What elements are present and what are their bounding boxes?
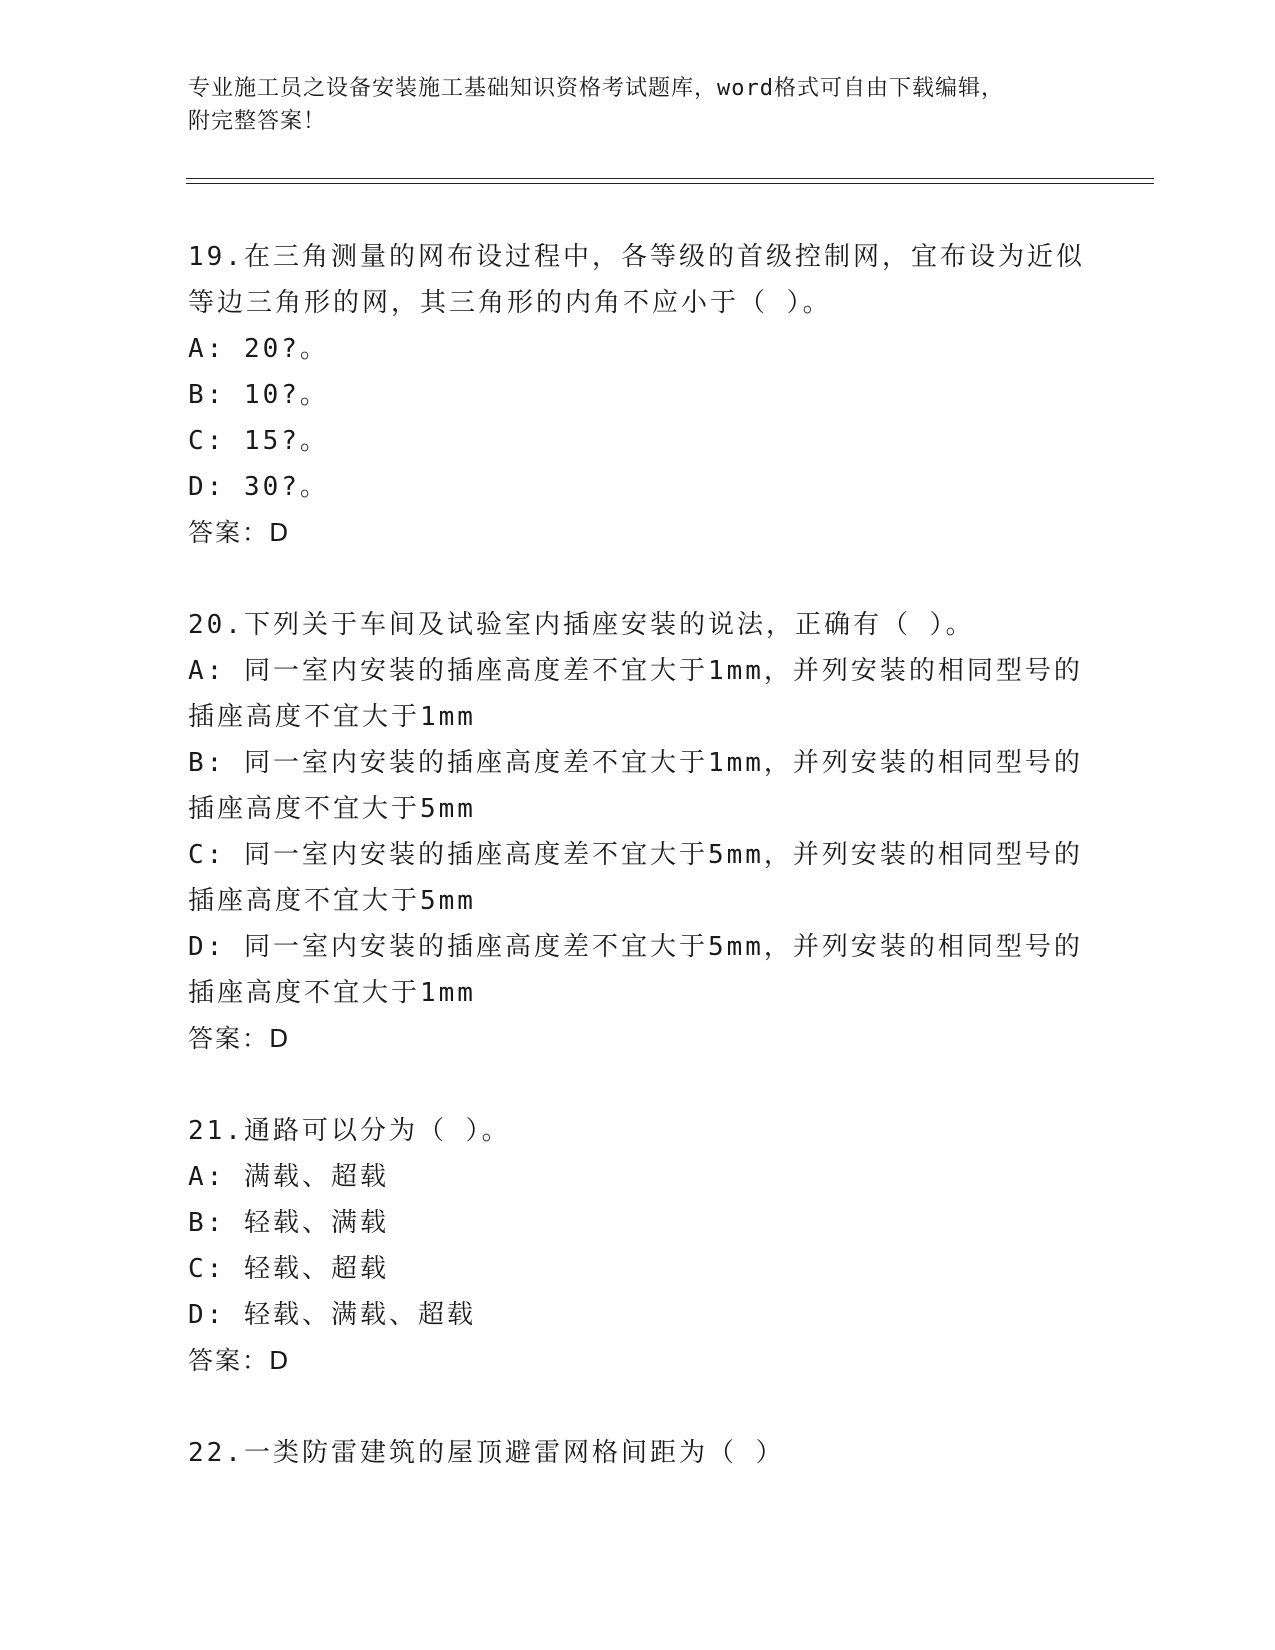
question-text: 20.下列关于车间及试验室内插座安装的说法，正确有（ ）。 <box>188 610 975 640</box>
option-a: A: 同一室内安装的插座高度差不宜大于1mm，并列安装的相同型号的 <box>188 656 1083 686</box>
question-21 <box>188 1108 1088 1384</box>
option-b: B: 10?。 <box>188 380 329 410</box>
option-a-cont: 插座高度不宜大于1mm <box>188 702 476 732</box>
option-d: D: 轻载、满载、超载 <box>188 1300 476 1330</box>
option-d-cont: 插座高度不宜大于1mm <box>188 978 476 1008</box>
header-rule-bottom <box>186 183 1154 184</box>
question-text: 22.一类防雷建筑的屋顶避雷网格间距为（ ） <box>188 1438 785 1468</box>
question-list <box>188 234 1088 1476</box>
option-c: C: 轻载、超载 <box>188 1254 389 1284</box>
option-c: C: 同一室内安装的插座高度差不宜大于5mm，并列安装的相同型号的 <box>188 840 1083 870</box>
option-b: B: 轻载、满载 <box>188 1208 389 1238</box>
option-d: D: 30?。 <box>188 472 329 502</box>
question-20 <box>188 602 1088 1062</box>
option-c-cont: 插座高度不宜大于5mm <box>188 886 476 916</box>
option-d: D: 同一室内安装的插座高度差不宜大于5mm，并列安装的相同型号的 <box>188 932 1083 962</box>
option-c: C: 15?。 <box>188 426 329 456</box>
answer: 答案：D <box>188 518 291 547</box>
option-b-cont: 插座高度不宜大于5mm <box>188 794 476 824</box>
question-text: 21.通路可以分为（ ）。 <box>188 1116 511 1146</box>
question-text: 等边三角形的网，其三角形的内角不应小于（ ）。 <box>188 288 832 318</box>
answer: 答案：D <box>188 1024 291 1053</box>
option-a: A: 满载、超载 <box>188 1162 389 1192</box>
answer: 答案：D <box>188 1346 291 1375</box>
document-header <box>188 72 1088 138</box>
question-text: 19.在三角测量的网布设过程中，各等级的首级控制网，宜布设为近似 <box>188 242 1085 272</box>
option-b: B: 同一室内安装的插座高度差不宜大于1mm，并列安装的相同型号的 <box>188 748 1083 778</box>
header-rule-top <box>186 178 1154 179</box>
option-a: A: 20?。 <box>188 334 329 364</box>
question-19 <box>188 234 1088 556</box>
question-22 <box>188 1430 1088 1476</box>
header-line-1: 专业施工员之设备安装施工基础知识资格考试题库，word格式可自由下载编辑， <box>188 76 1004 101</box>
header-line-2: 附完整答案！ <box>188 109 327 134</box>
